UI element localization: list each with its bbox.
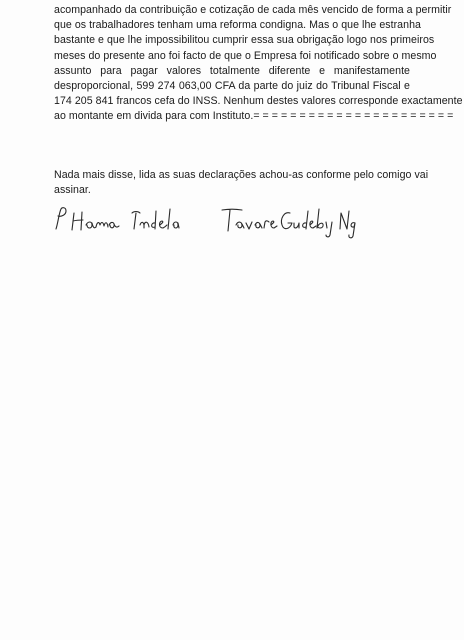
closing-paragraph bbox=[54, 168, 429, 198]
declaration-paragraph bbox=[54, 3, 463, 125]
text-line: assinar. bbox=[54, 184, 91, 196]
signature-drawing bbox=[52, 205, 357, 239]
text-line: 174 205 841 francos cefa do INSS. Nenhum destes valores corresponde exactamente bbox=[54, 95, 463, 108]
text-line: acompanhado da contribuição e cotização de cada mês vencido de forma a permitir bbox=[54, 4, 452, 16]
text-line: que os trabalhadores tenham uma reforma condigna. Mas o que lhe estranha bbox=[54, 19, 421, 32]
text-line: desproporcional, 599 274 063,00 CFA da parte do juiz do Tribunal Fiscal e bbox=[54, 80, 410, 93]
text-line: meses do presente ano foi facto de que o Empresa foi notificado sobre o mesmo bbox=[54, 49, 437, 62]
text-line: assunto para pagar valores totalmente diferente e manifestamente bbox=[54, 64, 410, 77]
text-line: bastante e que lhe impossibilitou cumprir essa sua obrigação logo nos primeiros bbox=[54, 34, 435, 47]
text-line: Nada mais disse, lida as suas declarações achou-as conforme pelo comigo vai bbox=[54, 169, 429, 181]
text-line: ao montante em divida para com Instituto.= = = = = = = = = = = = = = = = = = = = = = bbox=[54, 110, 454, 123]
handwritten-signature bbox=[52, 205, 357, 239]
